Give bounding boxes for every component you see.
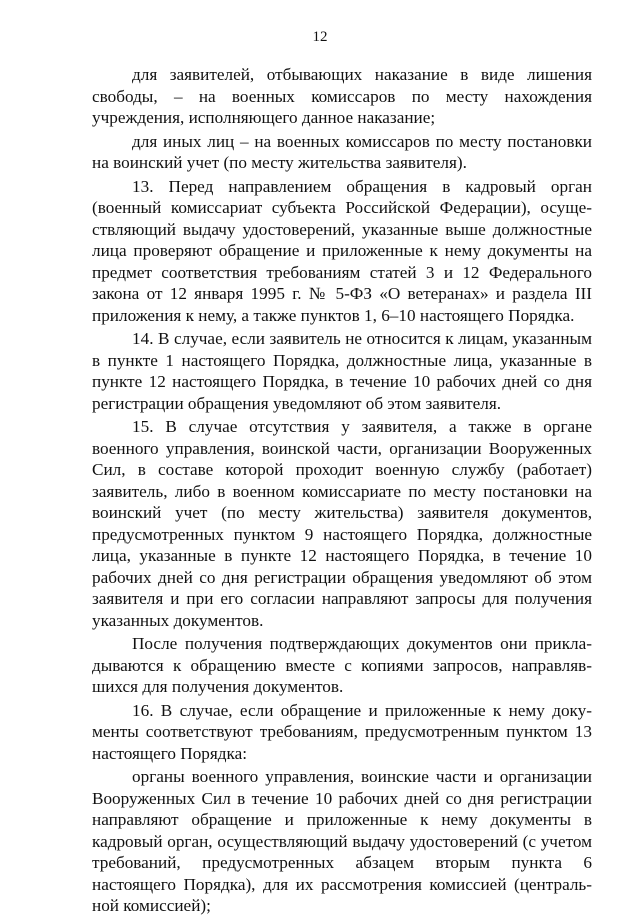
paragraph-item-16: 16. В случае, если обращение и приложенные к нему документы соответствуют требованиям, предусмотренным пунктом 13 настоящего Порядка: [92,700,592,763]
paragraph-supporting-documents: После получения подтверждающих документов они прикладываются к обращению вместе с копиями запросов, направлявшихся для получения документов. [92,634,592,696]
paragraph-item-14: 14. В случае, если заявитель не относится к лицам, указанным в пункте 1 настоящего Порядка, должностные лица, указанные в пункте 12 настоящего Порядка, в течение 10 рабочих дней со дня регистрации обращения уведомляют об этом заявителя. [92,329,592,413]
paragraph-military-bodies: органы военного управления, воинские части и организации Вооруженных Сил в течение 10 рабочих дней со дня регистрации направляют обращение и приложенные к нему документы в кадровый орган, осуществляющий выдачу удостоверений (с учетом требований, предусмотренных абзацем вторым пункта 6 настоящего Порядка), для их рассмотрения комиссией (центральной комиссией); [92,767,592,915]
document-body [92,64,592,917]
paragraph-prisoners: для заявителей, отбывающих наказание в виде лишения свободы, – на военных комиссаров по месту нахождения учреждения, исполняющего данное наказание; [92,65,592,127]
paragraph-item-13: 13. Перед направлением обращения в кадровый орган (военный комиссариат субъекта Российской Федерации), осуществляющий выдачу удостоверений, указанные выше должностные лица проверяют обращение и приложенные к нему документы на предмет соответствия требованиям статей 3 и 12 Федерального закона от 12 января 1995 г. № 5-ФЗ «О ветеранах» и раздела III приложения к нему, а также пунктов 1, 6–10 настоящего Порядка. [92,176,592,325]
page-number: 12 [312,29,328,45]
paragraph-item-15: 15. В случае отсутствия у заявителя, а также в органе военного управления, воинской части, организации Вооруженных Сил, в составе которой проходит военную службу (работает) заявитель, либо в военном комиссариате по месту постановки на воинский учет (по месту жительства) заявителя документов, предусмотренных пунктом 9 настоящего Порядка, должностные лица, указанные в пункте 12 настоящего Порядка, в течение 10 рабочих дней со дня регистрации обращения уведомляют об этом заявителя и при его согласии направляют запросы для получения указанных документов. [92,417,592,630]
paragraph-other-persons: для иных лиц – на военных комиссаров по месту постановки на воинский учет (по месту жительства заявителя). [92,131,592,172]
